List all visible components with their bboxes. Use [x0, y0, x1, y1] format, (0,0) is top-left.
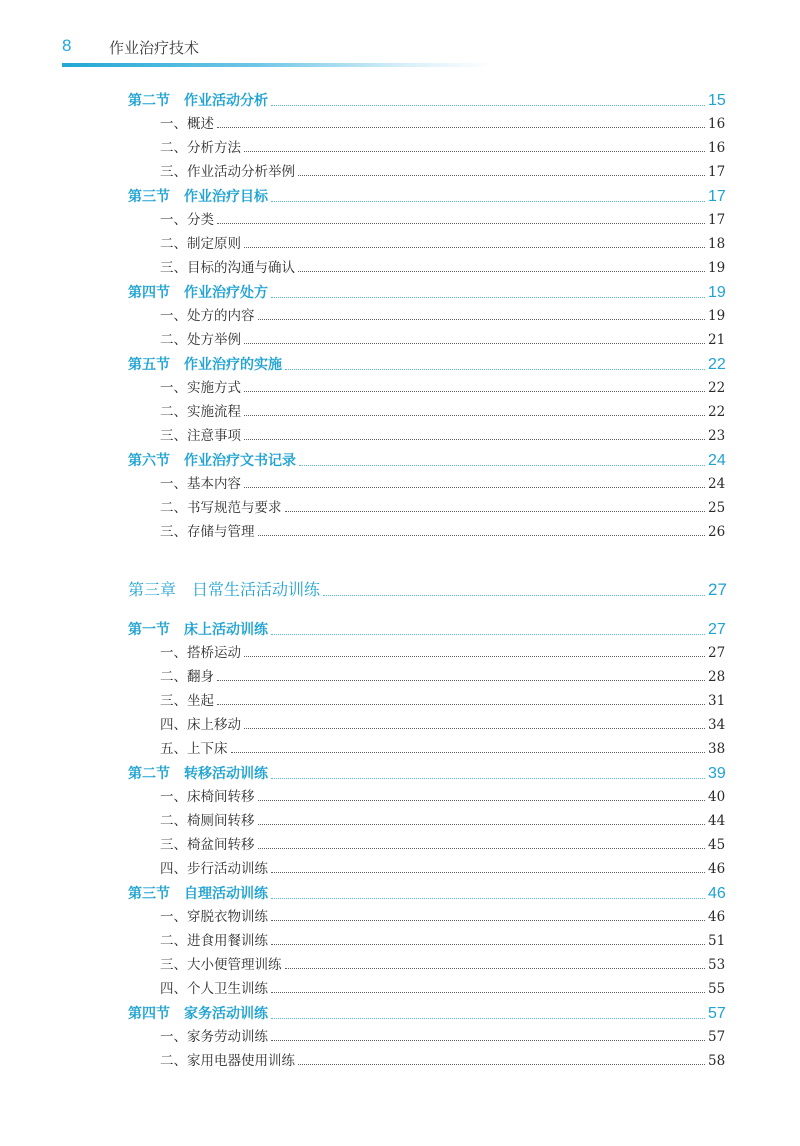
toc-subentry[interactable]	[0, 112, 800, 132]
toc-section-entry[interactable]	[0, 1001, 800, 1023]
dot-leader	[244, 391, 705, 392]
toc-entry-title: 一、穿脱衣物训练	[160, 909, 268, 925]
dot-leader	[271, 898, 705, 899]
toc-subentry[interactable]	[0, 1049, 800, 1069]
toc-entry-title: 一、家务劳动训练	[160, 1029, 268, 1045]
toc-page-number: 38	[708, 741, 726, 757]
dot-leader	[271, 920, 705, 921]
toc-entry-label	[0, 665, 214, 685]
toc-subentry[interactable]	[0, 977, 800, 997]
toc-page-number: 16	[708, 116, 726, 132]
toc-entry-number: 第二节	[128, 93, 170, 109]
dot-leader	[271, 992, 705, 993]
toc-page-number: 28	[708, 669, 726, 685]
toc-entry-label	[0, 737, 228, 757]
toc-entry-title: 二、书写规范与要求	[160, 500, 282, 516]
dot-leader	[258, 535, 706, 536]
toc-entry-number: 第四节	[128, 1006, 170, 1022]
toc-entry-label	[0, 619, 268, 639]
toc-entry-label	[0, 450, 296, 470]
toc-subentry[interactable]	[0, 689, 800, 709]
toc-subentry[interactable]	[0, 809, 800, 829]
toc-entry-label	[0, 472, 241, 492]
header-rule	[62, 63, 492, 67]
dot-leader	[217, 223, 705, 224]
toc-page-number: 46	[708, 909, 726, 925]
dot-leader	[285, 511, 706, 512]
dot-leader	[258, 800, 706, 801]
toc-subentry[interactable]	[0, 304, 800, 324]
dot-leader	[217, 680, 705, 681]
toc-subentry[interactable]	[0, 737, 800, 757]
toc-entry-title: 二、翻身	[160, 669, 214, 685]
toc-page-number: 21	[708, 332, 726, 348]
toc-entry-title: 四、床上移动	[160, 717, 241, 733]
toc-entry-label	[0, 354, 282, 374]
toc-entry-label	[0, 905, 268, 925]
toc-page-number: 34	[708, 717, 726, 733]
dot-leader	[299, 465, 705, 466]
toc-page-number: 27	[708, 645, 726, 661]
toc-entry-title: 作业治疗目标	[184, 189, 268, 205]
toc-entry-number: 第三章	[128, 580, 177, 599]
toc-entry-label	[0, 785, 255, 805]
toc-subentry[interactable]	[0, 785, 800, 805]
toc-page-number: 31	[708, 693, 726, 709]
toc-subentry[interactable]	[0, 953, 800, 973]
toc-entry-number: 第三节	[128, 886, 170, 902]
toc-subentry[interactable]	[0, 256, 800, 276]
dot-leader	[323, 595, 705, 596]
toc-entry-label	[0, 809, 255, 829]
toc-entry-label	[0, 282, 268, 302]
toc-entry-label	[0, 953, 282, 973]
toc-section-entry[interactable]	[0, 184, 800, 206]
dot-leader	[258, 319, 706, 320]
toc-subentry[interactable]	[0, 160, 800, 180]
toc-entry-title: 三、椅盆间转移	[160, 837, 255, 853]
dot-leader	[298, 1064, 705, 1065]
toc-section-entry[interactable]	[0, 761, 800, 783]
toc-page-number: 44	[708, 813, 726, 829]
toc-page-number: 18	[708, 236, 726, 252]
toc-page-number: 17	[708, 164, 726, 180]
dot-leader	[244, 151, 705, 152]
toc-entry-label	[0, 400, 241, 420]
toc-entry-title: 一、基本内容	[160, 476, 241, 492]
toc-entry-title: 三、存储与管理	[160, 524, 255, 540]
dot-leader	[271, 297, 705, 298]
dot-leader	[271, 1040, 705, 1041]
toc-page-number: 22	[708, 404, 726, 420]
toc-subentry[interactable]	[0, 641, 800, 661]
toc-subentry[interactable]	[0, 208, 800, 228]
toc-entry-label	[0, 232, 241, 252]
dot-leader	[244, 247, 705, 248]
toc-section-entry[interactable]	[0, 88, 800, 110]
toc-page-number: 53	[708, 957, 726, 973]
dot-leader	[298, 175, 705, 176]
toc-page-number: 58	[708, 1053, 726, 1069]
toc-entry-label	[0, 577, 320, 600]
toc-entry-label	[0, 328, 241, 348]
toc-entry-title: 作业治疗的实施	[184, 357, 282, 373]
toc-page-number: 46	[708, 885, 726, 902]
toc-subentry[interactable]	[0, 232, 800, 252]
toc-subentry[interactable]	[0, 1025, 800, 1045]
toc-entry-title: 作业活动分析	[184, 93, 268, 109]
toc-entry-title: 二、家用电器使用训练	[160, 1053, 295, 1069]
toc-entry-title: 二、制定原则	[160, 236, 241, 252]
toc-page-number: 22	[708, 380, 726, 396]
dot-leader	[258, 824, 706, 825]
toc-entry-title: 作业治疗处方	[184, 285, 268, 301]
toc-entry-title: 一、处方的内容	[160, 308, 255, 324]
toc-page-number: 27	[708, 580, 727, 599]
toc-section-entry[interactable]	[0, 881, 800, 903]
toc-entry-label	[0, 713, 241, 733]
toc-subentry[interactable]	[0, 833, 800, 853]
toc-entry-label	[0, 641, 241, 661]
toc-subentry[interactable]	[0, 376, 800, 396]
toc-entry-title: 三、坐起	[160, 693, 214, 709]
toc-subentry[interactable]	[0, 424, 800, 444]
toc-entry-title: 三、作业活动分析举例	[160, 164, 295, 180]
toc-entry-title: 自理活动训练	[184, 886, 268, 902]
toc-page-number: 19	[708, 284, 726, 301]
toc-entry-title: 一、搭桥运动	[160, 645, 241, 661]
toc-page-number: 23	[708, 428, 726, 444]
toc-entry-label	[0, 112, 214, 132]
toc-entry-title: 转移活动训练	[184, 766, 268, 782]
toc-page-number: 16	[708, 140, 726, 156]
dot-leader	[217, 704, 705, 705]
toc-entry-number: 第四节	[128, 285, 170, 301]
toc-page-number: 15	[708, 92, 726, 109]
dot-leader	[271, 201, 705, 202]
dot-leader	[271, 1018, 705, 1019]
toc-entry-number: 第一节	[128, 622, 170, 638]
toc-subentry[interactable]	[0, 472, 800, 492]
dot-leader	[271, 872, 705, 873]
toc-entry-title: 五、上下床	[160, 741, 228, 757]
toc-page-number: 19	[708, 308, 726, 324]
dot-leader	[217, 127, 705, 128]
toc-page-number: 46	[708, 861, 726, 877]
toc-entry-label	[0, 763, 268, 783]
toc-entry-number: 第二节	[128, 766, 170, 782]
toc-section-entry[interactable]	[0, 352, 800, 374]
dot-leader	[244, 728, 705, 729]
toc-entry-title: 日常生活活动训练	[192, 580, 321, 599]
page-header	[0, 0, 800, 70]
toc-entry-label	[0, 304, 255, 324]
toc-subentry[interactable]	[0, 857, 800, 877]
toc-entry-title: 作业治疗文书记录	[184, 453, 296, 469]
toc-entry-label	[0, 929, 268, 949]
toc-page-number: 22	[708, 356, 726, 373]
toc-entry-label	[0, 256, 295, 276]
toc-subentry[interactable]	[0, 905, 800, 925]
toc-entry-label	[0, 136, 241, 156]
toc-page-number: 17	[708, 188, 726, 205]
toc-entry-title: 一、床椅间转移	[160, 789, 255, 805]
toc-entry-label	[0, 424, 241, 444]
dot-leader	[285, 369, 705, 370]
dot-leader	[285, 968, 706, 969]
toc-entry-title: 床上活动训练	[184, 622, 268, 638]
toc-entry-title: 三、目标的沟通与确认	[160, 260, 295, 276]
dot-leader	[258, 848, 706, 849]
toc-entry-title: 二、实施流程	[160, 404, 241, 420]
toc-entry-title: 三、注意事项	[160, 428, 241, 444]
toc-entry-label	[0, 90, 268, 110]
toc-page-number: 26	[708, 524, 726, 540]
toc-entry-label	[0, 857, 268, 877]
dot-leader	[231, 752, 706, 753]
toc-entry-number: 第五节	[128, 357, 170, 373]
toc-page-number: 39	[708, 765, 726, 782]
toc-page-number: 57	[708, 1005, 726, 1022]
toc-entry-label	[0, 977, 268, 997]
toc-entry-number: 第三节	[128, 189, 170, 205]
toc-entry-title: 二、分析方法	[160, 140, 241, 156]
dot-leader	[244, 656, 705, 657]
toc-entry-number: 第六节	[128, 453, 170, 469]
toc-page-number: 51	[708, 933, 726, 949]
toc-page-number: 24	[708, 452, 726, 469]
toc-entry-title: 一、分类	[160, 212, 214, 228]
dot-leader	[298, 271, 705, 272]
toc-page-number: 40	[708, 789, 726, 805]
toc-page-number: 25	[708, 500, 726, 516]
toc-entry-label	[0, 186, 268, 206]
toc-entry-title: 一、概述	[160, 116, 214, 132]
toc-page-number: 24	[708, 476, 726, 492]
toc-entry-title: 四、步行活动训练	[160, 861, 268, 877]
dot-leader	[271, 778, 705, 779]
toc-section-entry[interactable]	[0, 280, 800, 302]
toc-subentry[interactable]	[0, 328, 800, 348]
toc-entry-label	[0, 833, 255, 853]
toc-entry-title: 二、进食用餐训练	[160, 933, 268, 949]
toc-entry-label	[0, 376, 241, 396]
toc-subentry[interactable]	[0, 520, 800, 540]
toc-entry-label	[0, 1003, 268, 1023]
toc-entry-label	[0, 520, 255, 540]
toc-section-entry[interactable]	[0, 617, 800, 639]
toc-entry-title: 二、椅厕间转移	[160, 813, 255, 829]
toc-entry-label	[0, 160, 295, 180]
toc-subentry[interactable]	[0, 713, 800, 733]
toc-entry-label	[0, 1025, 268, 1045]
toc-chapter-entry[interactable]	[0, 576, 800, 600]
toc-page-number: 45	[708, 837, 726, 853]
toc-entry-label	[0, 883, 268, 903]
toc-section-entry[interactable]	[0, 448, 800, 470]
toc-entry-label	[0, 689, 214, 709]
toc-page-number: 57	[708, 1029, 726, 1045]
dot-leader	[244, 487, 705, 488]
toc-entry-title: 三、大小便管理训练	[160, 957, 282, 973]
dot-leader	[244, 439, 705, 440]
toc-page-number: 27	[708, 621, 726, 638]
toc-page-number: 55	[708, 981, 726, 997]
toc-subentry[interactable]	[0, 665, 800, 685]
toc-subentry[interactable]	[0, 496, 800, 516]
toc-subentry[interactable]	[0, 400, 800, 420]
dot-leader	[244, 415, 705, 416]
toc-entry-title: 一、实施方式	[160, 380, 241, 396]
dot-leader	[244, 343, 705, 344]
toc-entry-title: 四、个人卫生训练	[160, 981, 268, 997]
toc-page-number: 17	[708, 212, 726, 228]
page-number: 8	[62, 36, 72, 55]
dot-leader	[271, 634, 705, 635]
toc-page-number: 19	[708, 260, 726, 276]
toc-entry-label	[0, 1049, 295, 1069]
toc-subentry[interactable]	[0, 929, 800, 949]
toc-entry-title: 家务活动训练	[184, 1006, 268, 1022]
dot-leader	[271, 944, 705, 945]
toc-subentry[interactable]	[0, 136, 800, 156]
running-title: 作业治疗技术	[109, 39, 200, 57]
toc-entry-label	[0, 208, 214, 228]
dot-leader	[271, 105, 705, 106]
toc-entry-label	[0, 496, 282, 516]
toc-entry-title: 二、处方举例	[160, 332, 241, 348]
